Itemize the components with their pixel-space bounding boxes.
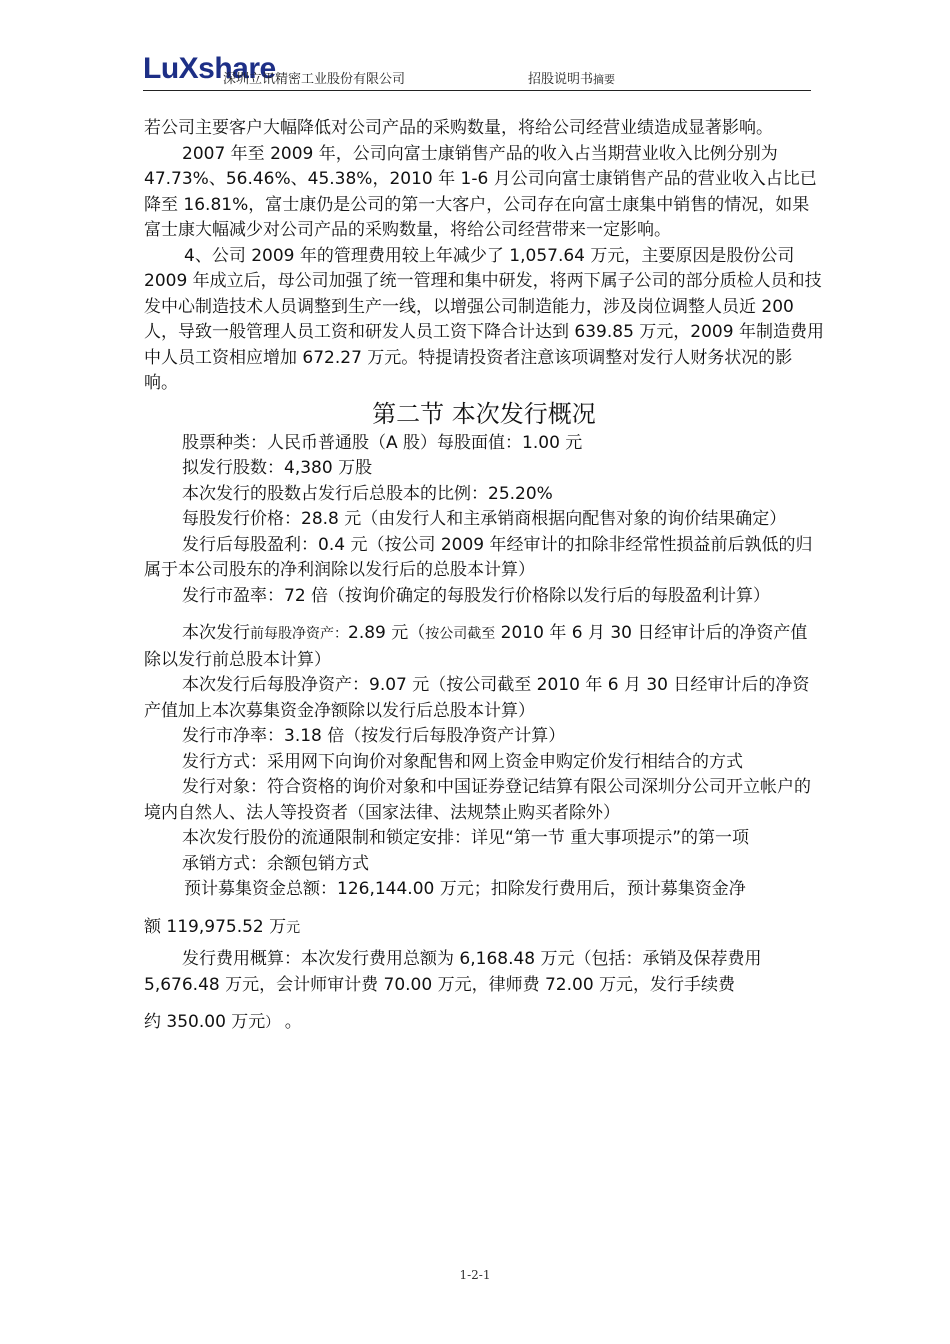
section-title: 第二节 本次发行概况 — [372, 399, 596, 428]
luxshare-logo: LuXshare — [143, 52, 276, 85]
pb-ratio: 发行市净率：3.18 倍（按发行后每股净资产计算） — [182, 726, 566, 746]
nav-post: 本次发行后每股净资产：9.07 元（按公司截至 2010 年 6 月 30 日经审计后的净资产值加上本次募集资金净额除以发行后总股本计算） — [144, 675, 810, 721]
issue-price: 每股发行价格：28.8 元（由发行人和主承销商根据向配售对象的询价结果确定） — [182, 509, 787, 529]
company-name: 深圳立讯精密工业股份有限公司 — [223, 72, 406, 87]
page-number: 1-2-1 — [459, 1268, 491, 1282]
underwriting: 承销方式：余额包销方式 — [182, 853, 369, 874]
proceeds-net: 额 119,975.52 万元 — [144, 916, 301, 937]
eps: 发行后每股盈利：0.4 元（按公司 2009 年经审计的扣除非经常性损益前后孰低的归属于本公司股东的净利润除以发行后的总股本计算） — [144, 534, 813, 580]
paragraph: 4、公司 2009 年的管理费用较上年减少了 1,057.64 万元，主要原因是股份公司 2009 年成立后，母公司加强了统一管理和集中研发，将两下属子公司的部分质检人员和技发中心制造技术人员调整到生产一线，以增强公司制造能力，涉及岗位调整人员近 200 人，导致一般管理人员工资和研发人员工资下降合计达到 639.85 万元，2009 年制造费用中人员工资相应增加 672.27 万元。特提请投资者注意该项调整对发行人财务状况的影响。 — [144, 245, 824, 393]
document-type: 招股说明书摘要 — [528, 72, 616, 87]
document-body — [144, 116, 824, 1037]
page-header — [143, 52, 811, 91]
paragraph: 若公司主要客户大幅降低对公司产品的采购数量，将给公司经营业绩造成显著影响。 — [144, 118, 773, 138]
pe-ratio: 发行市盈率：72 倍（按询价确定的每股发行价格除以发行后的每股盈利计算） — [182, 585, 771, 606]
stock-type: 股票种类：人民币普通股（A 股）每股面值：1.00 元 — [182, 432, 583, 453]
issue-method: 发行方式：采用网下向询价对象配售和网上资金申购定价发行相结合的方式 — [182, 751, 743, 772]
shares-offered: 拟发行股数：4,380 万股 — [182, 458, 373, 478]
lockup: 本次发行股份的流通限制和锁定安排：详见“第一节 重大事项提示”的第一项 — [182, 828, 750, 848]
nav-pre: 本次发行前每股净资产：2.89 元（按公司截至 2010 年 6 月 30 日经审计后的净资产值除以发行前总股本计算） — [144, 623, 808, 670]
issue-fees-end: 约 350.00 万元） 。 — [144, 1012, 302, 1032]
issue-fees: 发行费用概算：本次发行费用总额为 6,168.48 万元（包括：承销及保荐费用 5,676.48 万元，会计师审计费 70.00 万元，律师费 72.00 万元，发行手续费 — [144, 949, 762, 995]
share-ratio: 本次发行的股数占发行后总股本的比例：25.20% — [182, 483, 553, 504]
proceeds: 预计募集资金总额：126,144.00 万元；扣除发行费用后，预计募集资金净 — [184, 879, 746, 899]
issue-target: 发行对象：符合资格的询价对象和中国证券登记结算有限公司深圳分公司开立帐户的境内自然人、法人等投资者（国家法律、法规禁止购买者除外） — [144, 777, 811, 823]
paragraph: 2007 年至 2009 年，公司向富士康销售产品的收入占当期营业收入比例分别为 47.73%、56.46%、45.38%，2010 年 1-6 月公司向富士康销售产品的营业收入占比已降至 16.81%，富士康仍是公司的第一大客户，公司存在向富士康集中销售的情况，如果富士康大幅减少对公司产品的采购数量，将给公司经营带来一定影响。 — [144, 143, 817, 240]
